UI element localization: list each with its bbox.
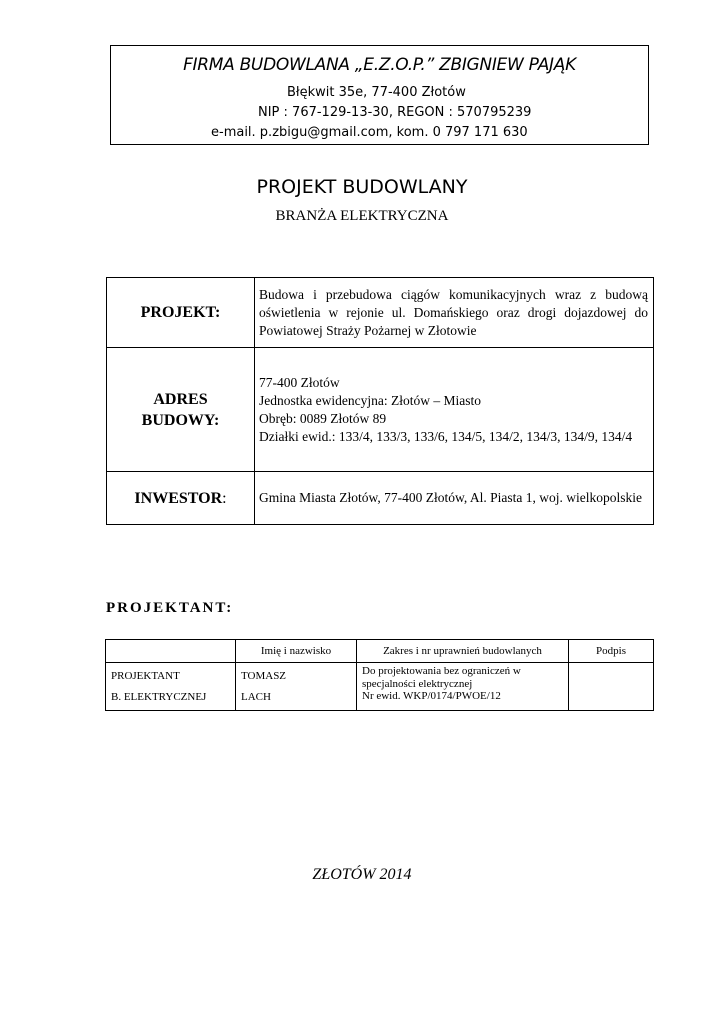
footer-city-year: ZŁOTÓW 2014 — [312, 866, 412, 883]
designer-role — [106, 663, 236, 711]
document-subtitle: BRANŻA ELEKTRYCZNA — [275, 208, 449, 224]
company-ids: NIP : 767-129-13-30, REGON : 570795239 — [258, 105, 532, 120]
role-line: B. ELEKTRYCZNEJ — [111, 691, 207, 703]
designer-table — [105, 639, 654, 711]
adres-line: 77-400 Złotów — [259, 374, 340, 390]
adres-value — [255, 348, 654, 472]
projekt-label: PROJEKT: — [107, 278, 255, 348]
table-row — [107, 348, 654, 472]
table-row — [107, 278, 654, 348]
inwestor-label — [107, 472, 255, 525]
adres-label-line: BUDOWY: — [141, 411, 220, 429]
table-row — [106, 663, 654, 711]
scope-line: specjalności elektrycznej — [362, 677, 473, 690]
company-header-box — [110, 45, 649, 145]
adres-line: Jednostka ewidencyjna: Złotów – Miasto — [259, 392, 481, 408]
inwestor-value: Gmina Miasta Złotów, 77-400 Złotów, Al. Piasta 1, woj. wielkopolskie — [255, 472, 654, 525]
header-cell: Podpis — [569, 640, 654, 663]
company-address: Błękwit 35e, 77-400 Złotów — [287, 85, 466, 100]
name-line: TOMASZ — [241, 670, 287, 682]
adres-label-line: ADRES — [153, 390, 208, 408]
adres-label — [107, 348, 255, 472]
scope-line: Nr ewid. WKP/0174/PWOE/12 — [362, 690, 501, 702]
company-name: FIRMA BUDOWLANA „E.Z.O.P.” ZBIGNIEW PAJĄK — [183, 55, 576, 75]
projekt-value: Budowa i przebudowa ciągów komunikacyjnych wraz z budową oświetlenia w rejonie ul. Domańskiego oraz drogi dojazdowej do Powiatowej Straży Pożarnej w Złotowie — [255, 278, 654, 348]
company-contact: e-mail. p.zbigu@gmail.com, kom. 0 797 171 630 — [211, 125, 528, 140]
table-header-row — [106, 640, 654, 663]
document-title: PROJEKT BUDOWLANY — [256, 176, 468, 198]
adres-line: Obręb: 0089 Złotów 89 — [259, 410, 387, 426]
adres-line: Działki ewid.: 133/4, 133/3, 133/6, 134/5, 134/2, 134/3, 134/9, 134/4 — [259, 428, 633, 444]
header-cell: Zakres i nr uprawnień budowlanych — [357, 640, 569, 663]
designer-name — [236, 663, 357, 711]
inwestor-label-text: INWESTOR — [134, 489, 223, 507]
designer-signature — [569, 663, 654, 711]
header-cell — [106, 640, 236, 663]
role-line: PROJEKTANT — [111, 670, 180, 682]
designer-scope — [357, 663, 569, 711]
project-info-table — [106, 277, 654, 525]
header-cell: Imię i nazwisko — [236, 640, 357, 663]
table-row — [107, 472, 654, 525]
name-line: LACH — [241, 691, 271, 703]
scope-line: Do projektowania bez ograniczeń w — [362, 665, 521, 677]
projektant-heading: PROJEKTANT: — [106, 600, 234, 616]
inwestor-label-colon: : — [222, 489, 227, 507]
